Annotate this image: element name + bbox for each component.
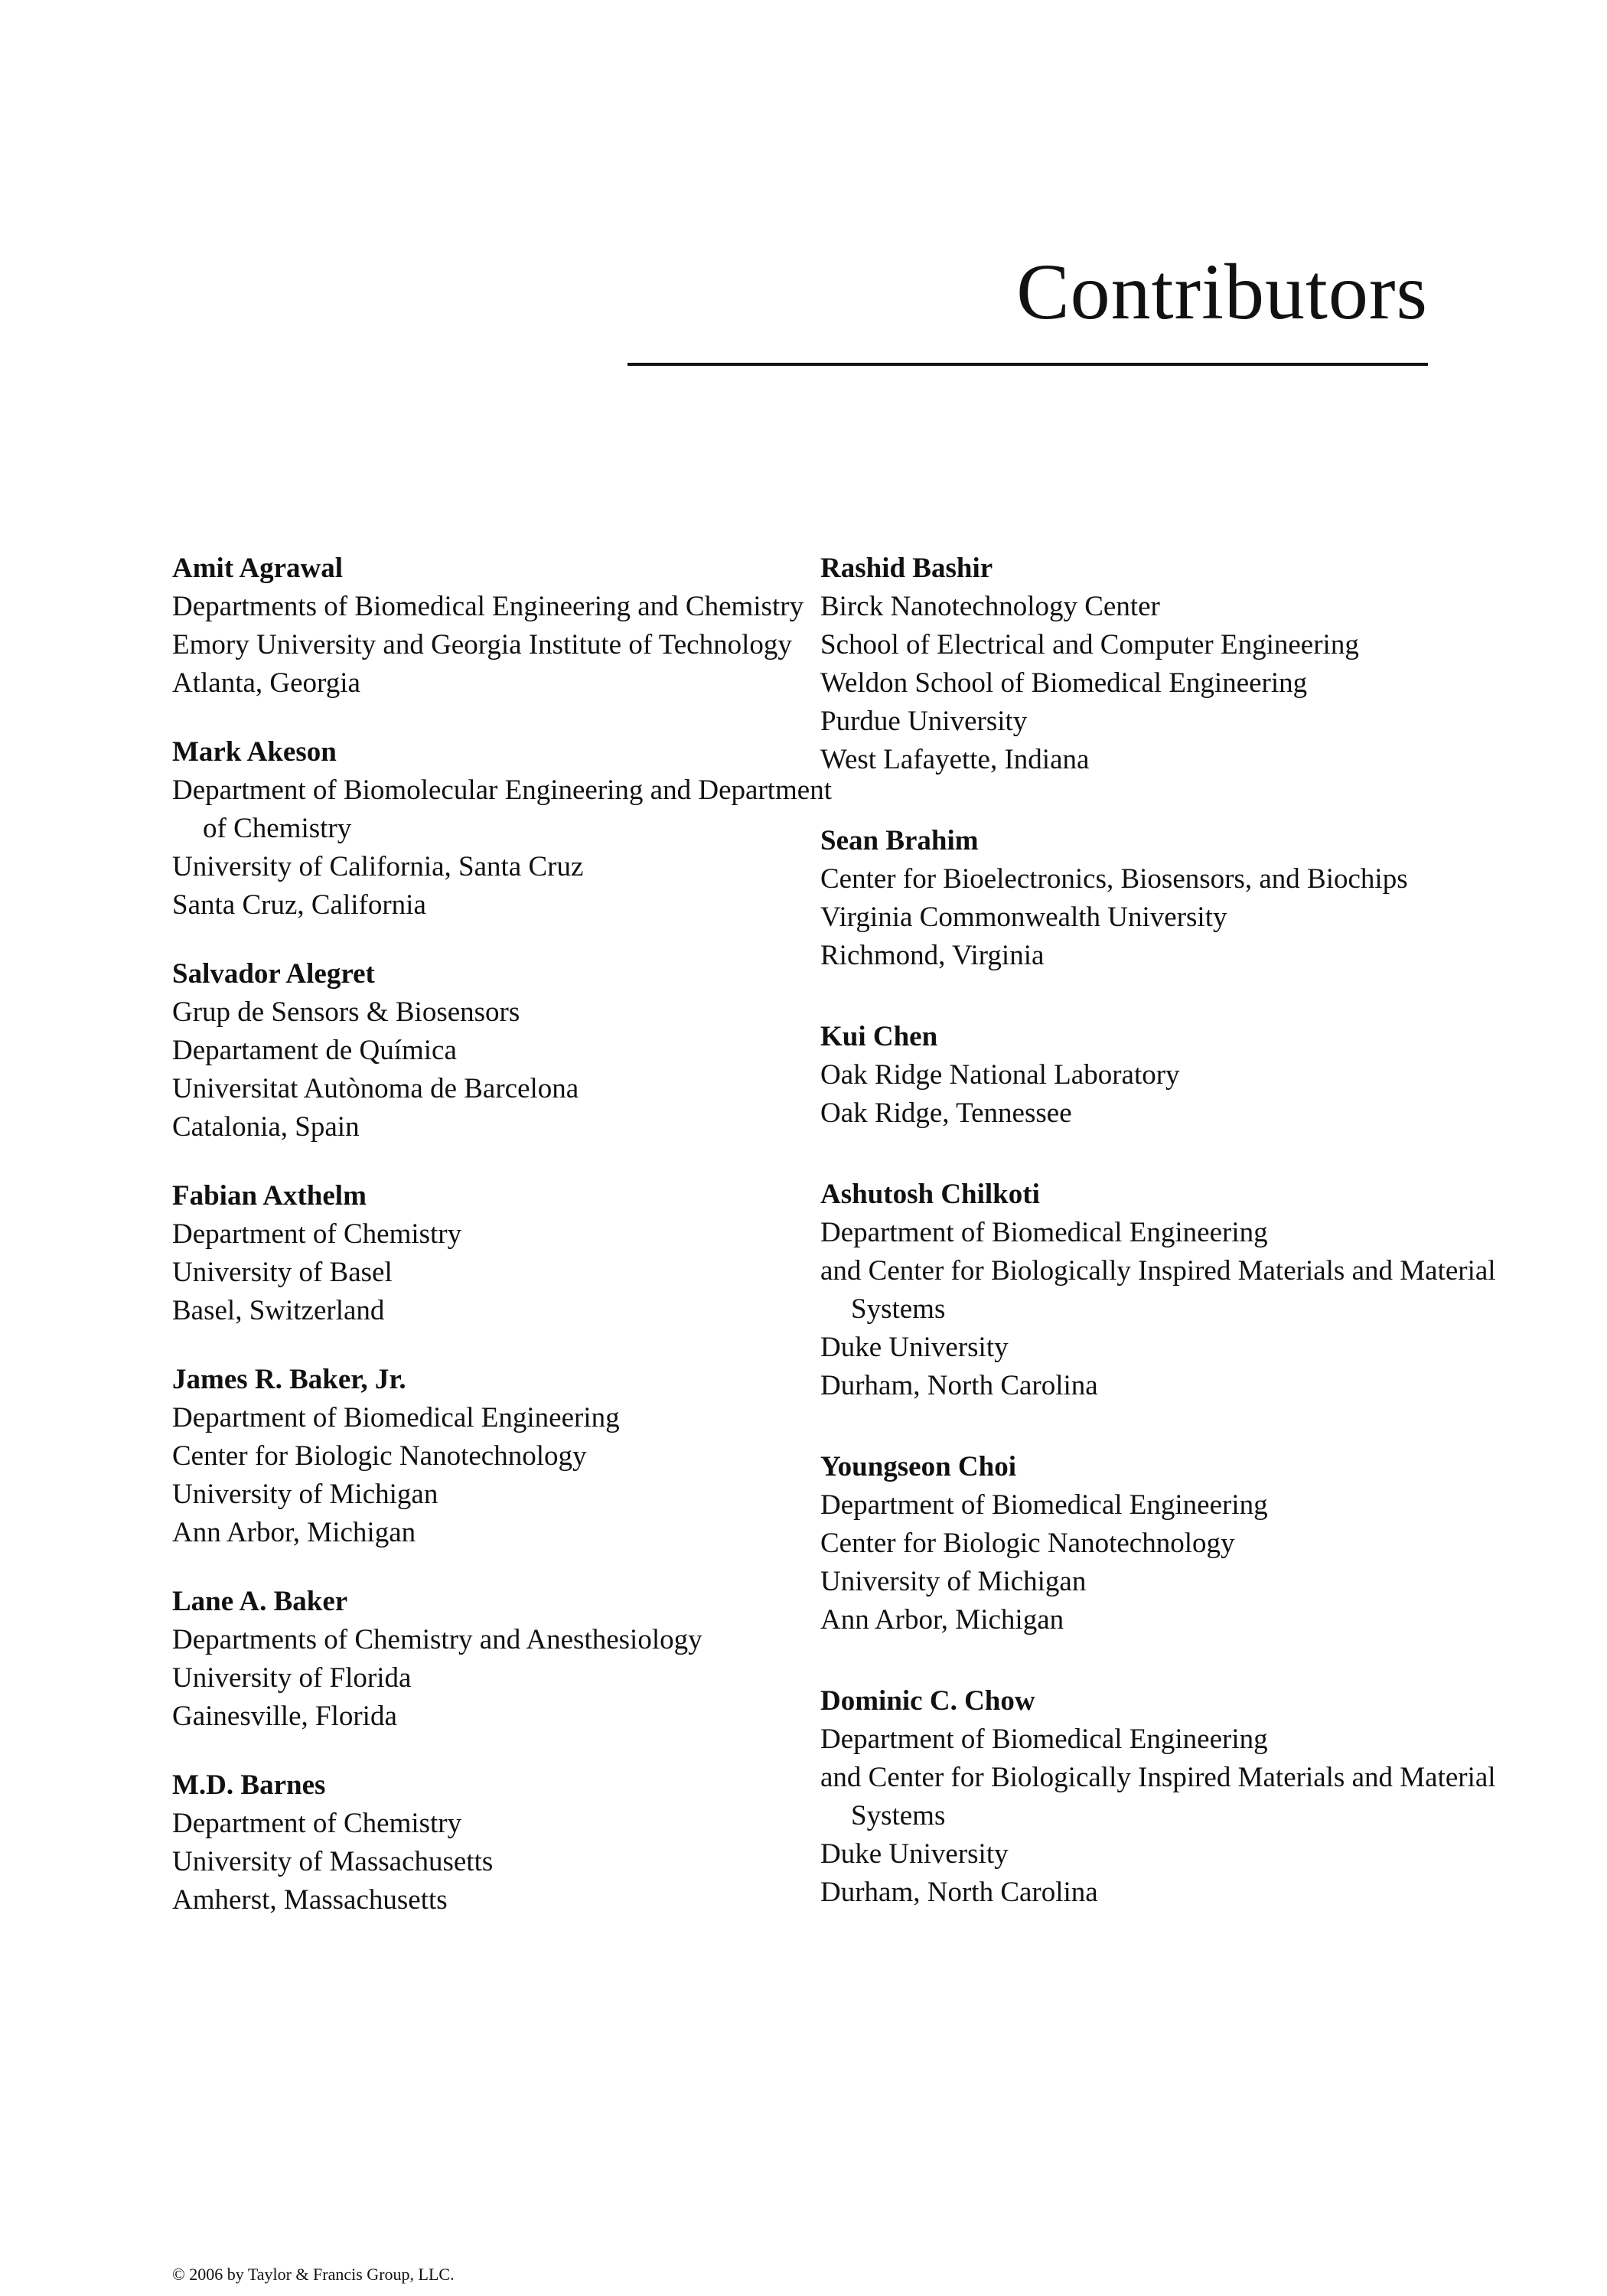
contributor-entry — [820, 1682, 1509, 1912]
contributor-entry — [820, 1448, 1509, 1639]
contributor-name: Salvador Alegret — [172, 958, 375, 990]
contributor-entry — [172, 1766, 861, 1919]
affiliation-line: Center for Biologic Nanotechnology — [172, 1440, 587, 1472]
affiliation-line: University of Michigan — [172, 1479, 438, 1510]
affiliation-line: Department of Chemistry — [172, 1218, 462, 1250]
affiliation-line: Gainesville, Florida — [172, 1701, 397, 1732]
contributor-name: Ashutosh Chilkoti — [820, 1179, 1040, 1210]
affiliation-line: Oak Ridge National Laboratory — [820, 1059, 1180, 1091]
contributor-name: Sean Brahim — [820, 825, 979, 856]
title-divider — [627, 363, 1428, 366]
affiliation-line: Catalonia, Spain — [172, 1111, 360, 1143]
affiliation-line: University of Michigan — [820, 1566, 1087, 1597]
contributors-left-column — [172, 550, 861, 1950]
affiliation-line: Purdue University — [820, 706, 1028, 737]
affiliation-line: University of Florida — [172, 1662, 412, 1694]
contributor-name: M.D. Barnes — [172, 1769, 326, 1801]
contributor-name: Amit Agrawal — [172, 553, 343, 584]
contributor-entry — [172, 550, 861, 703]
contributor-entry — [820, 1176, 1509, 1405]
affiliation-line: Birck Nanotechnology Center — [820, 591, 1160, 622]
affiliation-line: Department of Biomedical Engineering — [172, 1402, 620, 1433]
contributor-entry — [172, 1361, 861, 1552]
contributor-entry — [820, 550, 1509, 779]
contributor-name: Fabian Axthelm — [172, 1180, 367, 1212]
contributor-entry — [172, 1583, 861, 1736]
contributor-name: Rashid Bashir — [820, 553, 993, 584]
contributors-right-column — [820, 550, 1509, 1955]
affiliation-line: and Center for Biologically Inspired Materials and Material Systems — [820, 1762, 1496, 1831]
contributor-name: Mark Akeson — [172, 736, 337, 768]
contributor-entry — [172, 733, 861, 925]
affiliation-line: University of Massachusetts — [172, 1846, 494, 1877]
contributor-name: Lane A. Baker — [172, 1586, 348, 1617]
affiliation-line: University of Basel — [172, 1257, 393, 1288]
affiliation-line: Department of Chemistry — [172, 1808, 462, 1839]
affiliation-line: Department of Biomedical Engineering — [820, 1217, 1268, 1248]
affiliation-line: Departments of Biomedical Engineering and Chemistry — [172, 591, 804, 622]
affiliation-line: Department of Biomedical Engineering — [820, 1724, 1268, 1755]
affiliation-line: Emory University and Georgia Institute of Technology — [172, 629, 792, 660]
contributor-entry — [172, 955, 861, 1146]
contributor-name: Kui Chen — [820, 1021, 938, 1052]
affiliation-line: Departament de Química — [172, 1035, 457, 1066]
affiliation-line: Richmond, Virginia — [820, 940, 1045, 971]
affiliation-line: Santa Cruz, California — [172, 889, 426, 921]
affiliation-line: Durham, North Carolina — [820, 1370, 1098, 1401]
contributor-name: James R. Baker, Jr. — [172, 1364, 406, 1395]
affiliation-line: Departments of Chemistry and Anesthesiology — [172, 1624, 702, 1655]
affiliation-line: Atlanta, Georgia — [172, 667, 360, 699]
affiliation-line: Virginia Commonwealth University — [820, 902, 1227, 933]
affiliation-line: Oak Ridge, Tennessee — [820, 1097, 1072, 1129]
contributor-entry — [820, 822, 1509, 975]
affiliation-line: Duke University — [820, 1838, 1009, 1870]
affiliation-line: Department of Biomedical Engineering — [820, 1489, 1268, 1521]
contributor-entry — [820, 1018, 1509, 1133]
contributor-name: Dominic C. Chow — [820, 1685, 1035, 1717]
affiliation-line: Duke University — [820, 1332, 1009, 1363]
affiliation-line: West Lafayette, Indiana — [820, 744, 1090, 775]
affiliation-line: Center for Biologic Nanotechnology — [820, 1528, 1235, 1559]
affiliation-line: School of Electrical and Computer Engineering — [820, 629, 1359, 660]
affiliation-line: Weldon School of Biomedical Engineering — [820, 667, 1308, 699]
affiliation-line: Durham, North Carolina — [820, 1877, 1098, 1908]
affiliation-line: Center for Bioelectronics, Biosensors, and Biochips — [820, 863, 1408, 895]
page-title: Contributors — [1016, 248, 1428, 336]
affiliation-line: Department of Biomolecular Engineering and Department of Chemistry — [172, 775, 833, 844]
contributor-name: Youngseon Choi — [820, 1451, 1017, 1482]
affiliation-line: and Center for Biologically Inspired Materials and Material Systems — [820, 1255, 1496, 1325]
affiliation-line: Ann Arbor, Michigan — [820, 1604, 1064, 1636]
affiliation-line: Universitat Autònoma de Barcelona — [172, 1073, 579, 1104]
affiliation-line: Grup de Sensors & Biosensors — [172, 996, 520, 1028]
affiliation-line: Amherst, Massachusetts — [172, 1884, 448, 1916]
affiliation-line: Basel, Switzerland — [172, 1295, 385, 1326]
copyright-footer: © 2006 by Taylor & Francis Group, LLC. — [172, 2265, 455, 2284]
contributor-entry — [172, 1177, 861, 1330]
affiliation-line: University of California, Santa Cruz — [172, 851, 584, 882]
affiliation-line: Ann Arbor, Michigan — [172, 1517, 416, 1548]
